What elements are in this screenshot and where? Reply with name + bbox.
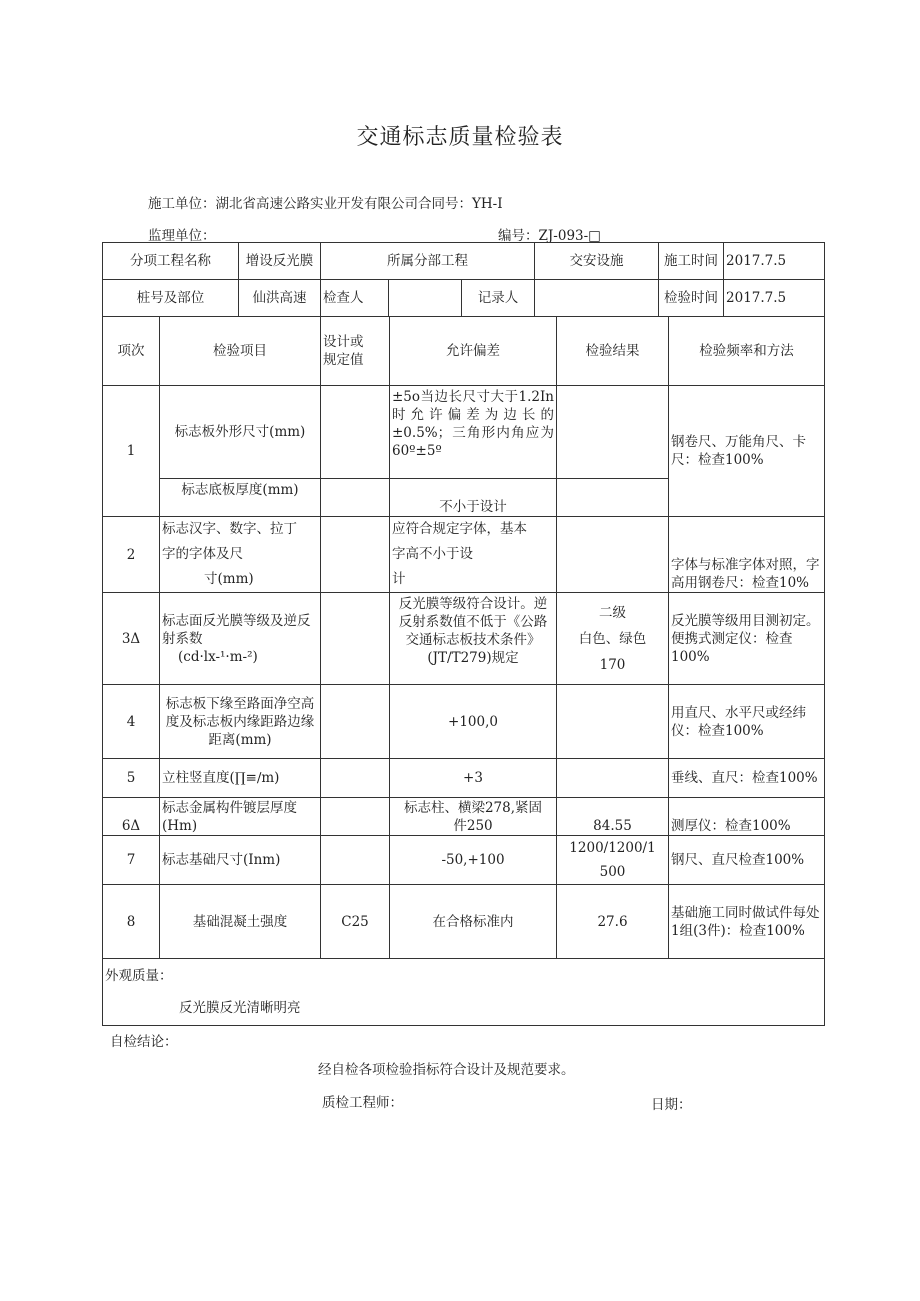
appearance-cell [103,959,825,1026]
row-no: 3Δ [103,593,160,685]
method: 垂线、直尺：检查100% [669,759,825,798]
result [557,386,669,479]
item: 标志基础尺寸(Inm) [160,836,321,885]
date-label: 日期： [651,1097,692,1113]
serial-number: 编号：ZJ-093-□ [498,228,601,244]
col-design: 设计或 规定值 [321,317,390,386]
col-item: 检验项目 [160,317,321,386]
method: 基础施工同时做试件每处1组(3件)：检查100% [669,885,825,959]
tolerance: 标志柱、横梁278,紧固件250 [390,798,557,836]
table-row [103,386,825,479]
check-time-value: 2017.7.5 [724,280,825,317]
result [557,759,669,798]
table-header-row [103,317,825,386]
tolerance: 应符合规定字体，基本 字高不小于设 计 [390,517,557,593]
design-value [321,517,390,593]
item: 标志汉字、数字、拉丁 字的字体及尺 寸(mm) [160,517,321,593]
item: 立柱竖直度(∏≡∕m) [160,759,321,798]
result: 二级 白色、绿色 170 [557,593,669,685]
result: 84.55 [557,798,669,836]
info-table [102,242,825,317]
recorder-value [535,280,659,317]
row-no: 1 [103,386,160,517]
tolerance: ±5o当边长尺寸大于1.2In时允许偏差为边长的±0.5%；三角形内角应为60º±5º [390,386,557,479]
tolerance: 反光膜等级符合设计。逆反射系数值不低于《公路交通标志板技术条件》(JT/T279)规定 [390,593,557,685]
table-row [103,885,825,959]
table-row [103,798,825,836]
tolerance: -50,+100 [390,836,557,885]
design-value [321,479,390,517]
check-time-label: 检验时间 [659,280,724,317]
construction-time-label: 施工时间 [659,243,724,280]
result: 1200/1200/1 500 [557,836,669,885]
item: 标志底板厚度(mm) [160,479,321,517]
part-label: 所属分部工程 [321,243,535,280]
col-method: 检验频率和方法 [669,317,825,386]
item: 标志板外形尺寸(mm) [160,386,321,479]
design-value [321,685,390,759]
inspection-table [102,316,825,1026]
row-no: 5 [103,759,160,798]
design-value [321,386,390,479]
engineer-label: 质检工程师： [322,1095,403,1111]
item-name-label: 分项工程名称 [103,243,239,280]
design-value [321,798,390,836]
station-value: 仙洪高速 [239,280,321,317]
table-row [103,685,825,759]
item: 基础混凝土强度 [160,885,321,959]
item: 标志板下缘至路面净空高度及标志板内缘距路边缘距离(mm) [160,685,321,759]
recorder-label: 记录人 [462,280,535,317]
method: 钢尺、直尺检查100% [669,836,825,885]
table-row [103,593,825,685]
inspector-label: 检查人 [321,280,389,317]
result [557,479,669,517]
appearance-row [103,959,825,1026]
design-value [321,836,390,885]
method: 用直尺、水平尺或经纬仪：检查100% [669,685,825,759]
col-tolerance: 允许偏差 [390,317,557,386]
item-name-value: 增设反光膜 [239,243,321,280]
table-row [103,517,825,593]
appearance-value: 反光膜反光清晰明亮 [179,1000,301,1016]
tolerance: +3 [390,759,557,798]
contractor-line: 施工单位：湖北省高速公路实业开发有限公司合同号：YH-I [148,196,503,212]
supervisor-label: 监理单位： [148,228,216,244]
result: 27.6 [557,885,669,959]
table-row [103,759,825,798]
col-result: 检验结果 [557,317,669,386]
appearance-label: 外观质量： [105,968,173,984]
method: 测厚仪：检查100% [669,798,825,836]
result [557,685,669,759]
method: 钢卷尺、万能角尺、卡尺：检查100% [669,386,825,517]
row-no: 8 [103,885,160,959]
conclusion-label: 自检结论： [110,1034,178,1050]
design-value: C25 [321,885,390,959]
page-title: 交通标志质量检验表 [356,125,564,150]
tolerance: 在合格标准内 [390,885,557,959]
row-no: 2 [103,517,160,593]
construction-time-value: 2017.7.5 [724,243,825,280]
result [557,517,669,593]
table-row [103,836,825,885]
inspector-value [389,280,462,317]
row-no: 7 [103,836,160,885]
station-label: 桩号及部位 [103,280,239,317]
tolerance: 不小于设计 [390,479,557,517]
method: 字体与标准字体对照，字高用钢卷尺：检查10% [669,517,825,593]
row-no: 4 [103,685,160,759]
tolerance: +100,0 [390,685,557,759]
conclusion-text: 经自检各项检验指标符合设计及规范要求。 [318,1062,575,1078]
part-value: 交安设施 [535,243,659,280]
item: 标志金属构件镀层厚度(Hm) [160,798,321,836]
col-no: 项次 [103,317,160,386]
design-value [321,593,390,685]
item: 标志面反光膜等级及逆反射系数 (cd·lx-¹·m-²) [160,593,321,685]
method: 反光膜等级用目测初定。 便携式测定仪：检查100% [669,593,825,685]
row-no: 6Δ [103,798,160,836]
design-value [321,759,390,798]
